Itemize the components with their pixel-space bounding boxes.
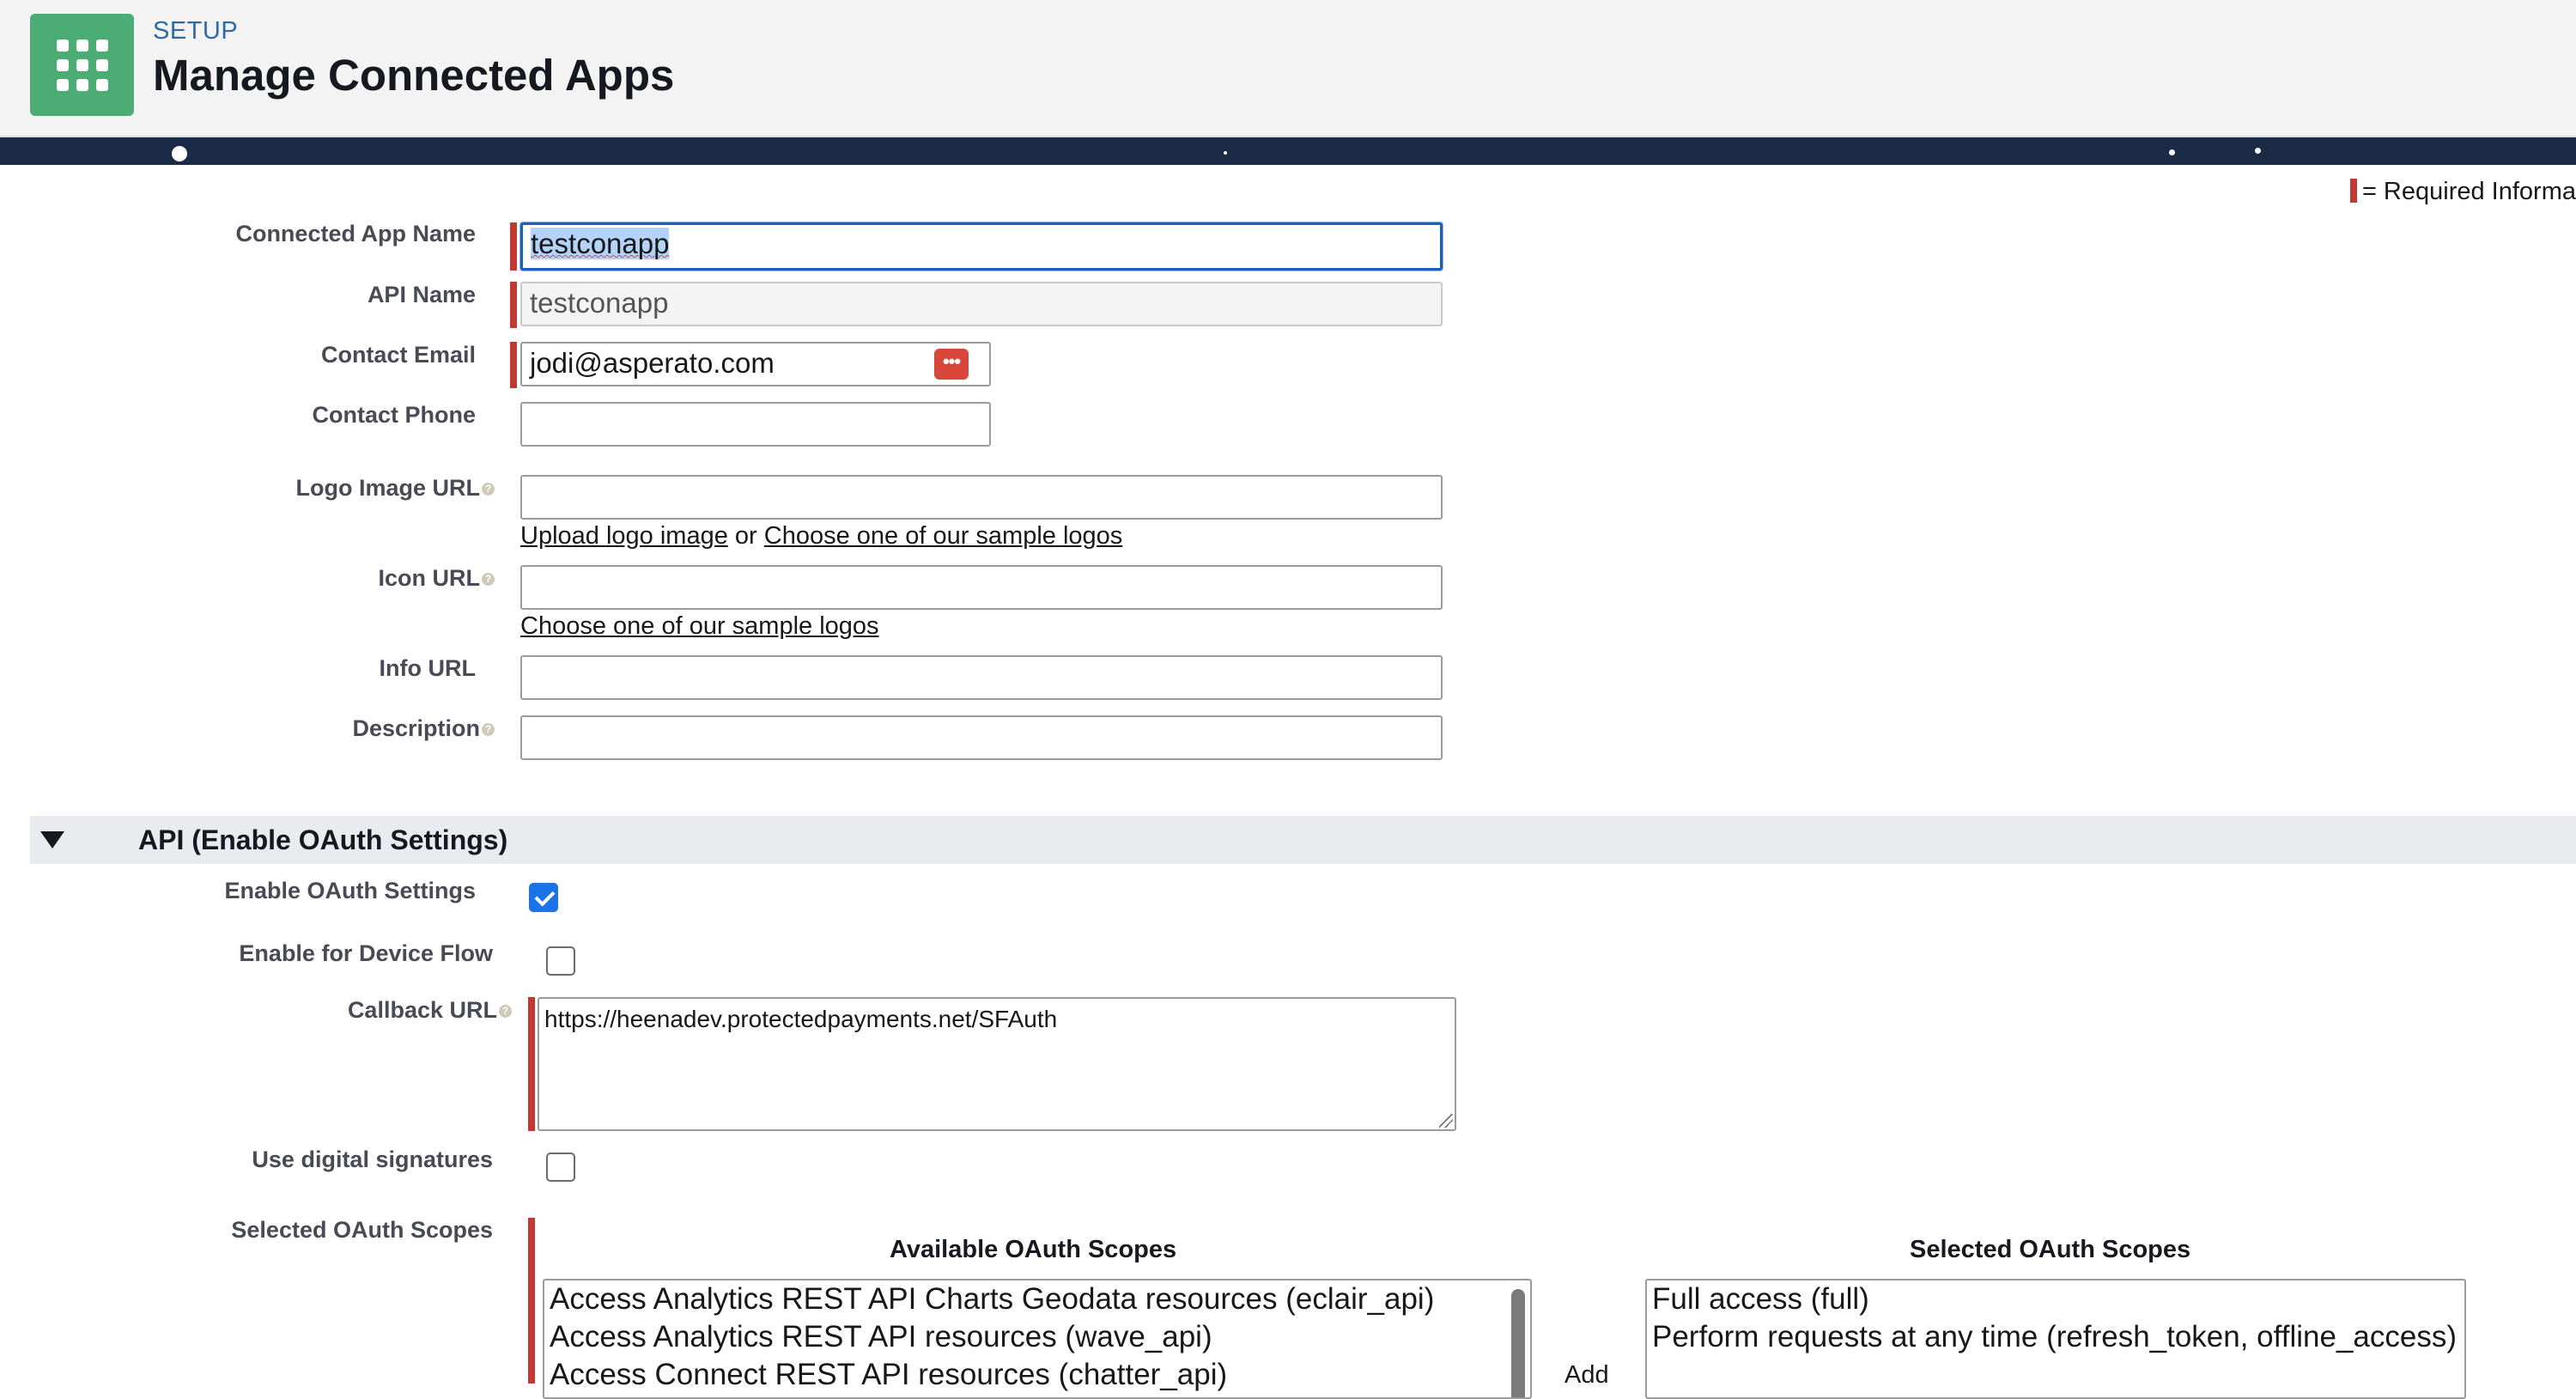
contact-phone-input[interactable]	[520, 402, 991, 447]
scope-option[interactable]: Access Analytics REST API Charts Geodata resources (eclair_api)	[550, 1282, 1435, 1316]
page-title: Manage Connected Apps	[153, 51, 675, 100]
scope-option[interactable]: Access Connect REST API resources (chatter_api)	[550, 1358, 1228, 1391]
password-manager-icon[interactable]: •••	[934, 349, 969, 380]
connected-app-name-input[interactable]: testconapp	[520, 222, 1443, 271]
breadcrumb-setup: SETUP	[153, 17, 239, 45]
digital-signatures-checkbox[interactable]	[546, 1153, 575, 1182]
choose-sample-icon-link[interactable]: Choose one of our sample logos	[520, 612, 879, 640]
icon-url-input[interactable]	[520, 565, 1443, 610]
contact-email-value: jodi@asperato.com	[530, 347, 775, 379]
or-text: or	[734, 522, 757, 550]
icon-links	[520, 612, 879, 641]
oauth-scopes-label: Selected OAuth Scopes	[231, 1217, 493, 1243]
logo-image-url-label: Logo Image URL ?	[296, 475, 495, 502]
choose-sample-logo-link[interactable]: Choose one of our sample logos	[763, 522, 1123, 550]
required-marker	[510, 222, 517, 271]
required-marker	[2350, 179, 2357, 203]
callback-url-textarea[interactable]	[538, 997, 1456, 1131]
help-icon[interactable]: ?	[482, 483, 495, 496]
scope-option[interactable]: Perform requests at any time (refresh_token, offline_access)	[1652, 1320, 2458, 1353]
digital-signatures-label: Use digital signatures	[252, 1147, 493, 1172]
scope-option[interactable]: Access Analytics REST API resources (wave_api)	[550, 1320, 1212, 1353]
info-url-input[interactable]	[520, 655, 1443, 700]
page-header	[0, 0, 2576, 137]
enable-oauth-checkbox[interactable]	[529, 883, 558, 912]
required-marker	[528, 1218, 535, 1384]
callback-url-value: https://heenadev.protectedpayments.net/SFAuth	[544, 1006, 1058, 1032]
contact-email-label: Contact Email	[320, 342, 476, 368]
header-band	[0, 137, 2576, 165]
selected-scopes-heading: Selected OAuth Scopes	[1910, 1236, 2191, 1263]
help-icon[interactable]: ?	[499, 1005, 512, 1018]
enable-oauth-label: Enable OAuth Settings	[224, 878, 476, 903]
scope-option[interactable]: Full access (full)	[1652, 1282, 1869, 1316]
oauth-section-header[interactable]	[30, 816, 2576, 864]
callback-url-label: Callback URL ?	[348, 997, 512, 1024]
logo-image-url-input[interactable]	[520, 475, 1443, 520]
resize-handle-icon[interactable]	[1439, 1114, 1453, 1128]
icon-url-label: Icon URL ?	[379, 565, 495, 592]
logo-links	[520, 522, 1122, 550]
collapse-triangle-icon[interactable]	[40, 831, 64, 849]
available-scopes-listbox[interactable]	[543, 1279, 1532, 1399]
device-flow-checkbox[interactable]	[546, 946, 575, 976]
help-icon[interactable]: ?	[482, 573, 495, 586]
add-scope-button[interactable]: Add	[1564, 1361, 1609, 1389]
selected-scopes-listbox[interactable]	[1645, 1279, 2466, 1399]
api-name-label: API Name	[367, 282, 476, 307]
contact-phone-label: Contact Phone	[312, 402, 476, 428]
required-marker	[510, 342, 517, 388]
available-scopes-heading: Available OAuth Scopes	[890, 1236, 1177, 1263]
description-label: Description ?	[352, 715, 495, 742]
app-launcher-grid-icon[interactable]	[30, 14, 134, 116]
upload-logo-link[interactable]: Upload logo image	[520, 522, 728, 550]
connected-app-name-label: Connected App Name	[235, 221, 476, 246]
help-icon[interactable]: ?	[482, 723, 495, 736]
required-marker	[510, 282, 517, 328]
contact-email-input[interactable]	[520, 342, 991, 386]
scrollbar[interactable]	[1511, 1289, 1525, 1399]
api-name-input[interactable]: testconapp	[520, 282, 1443, 326]
device-flow-label: Enable for Device Flow	[239, 940, 493, 966]
required-marker	[528, 997, 535, 1131]
required-legend: = Required Informa	[2350, 178, 2576, 206]
oauth-section-title: API (Enable OAuth Settings)	[138, 824, 508, 855]
description-input[interactable]	[520, 715, 1443, 760]
info-url-label: Info URL	[379, 655, 476, 681]
